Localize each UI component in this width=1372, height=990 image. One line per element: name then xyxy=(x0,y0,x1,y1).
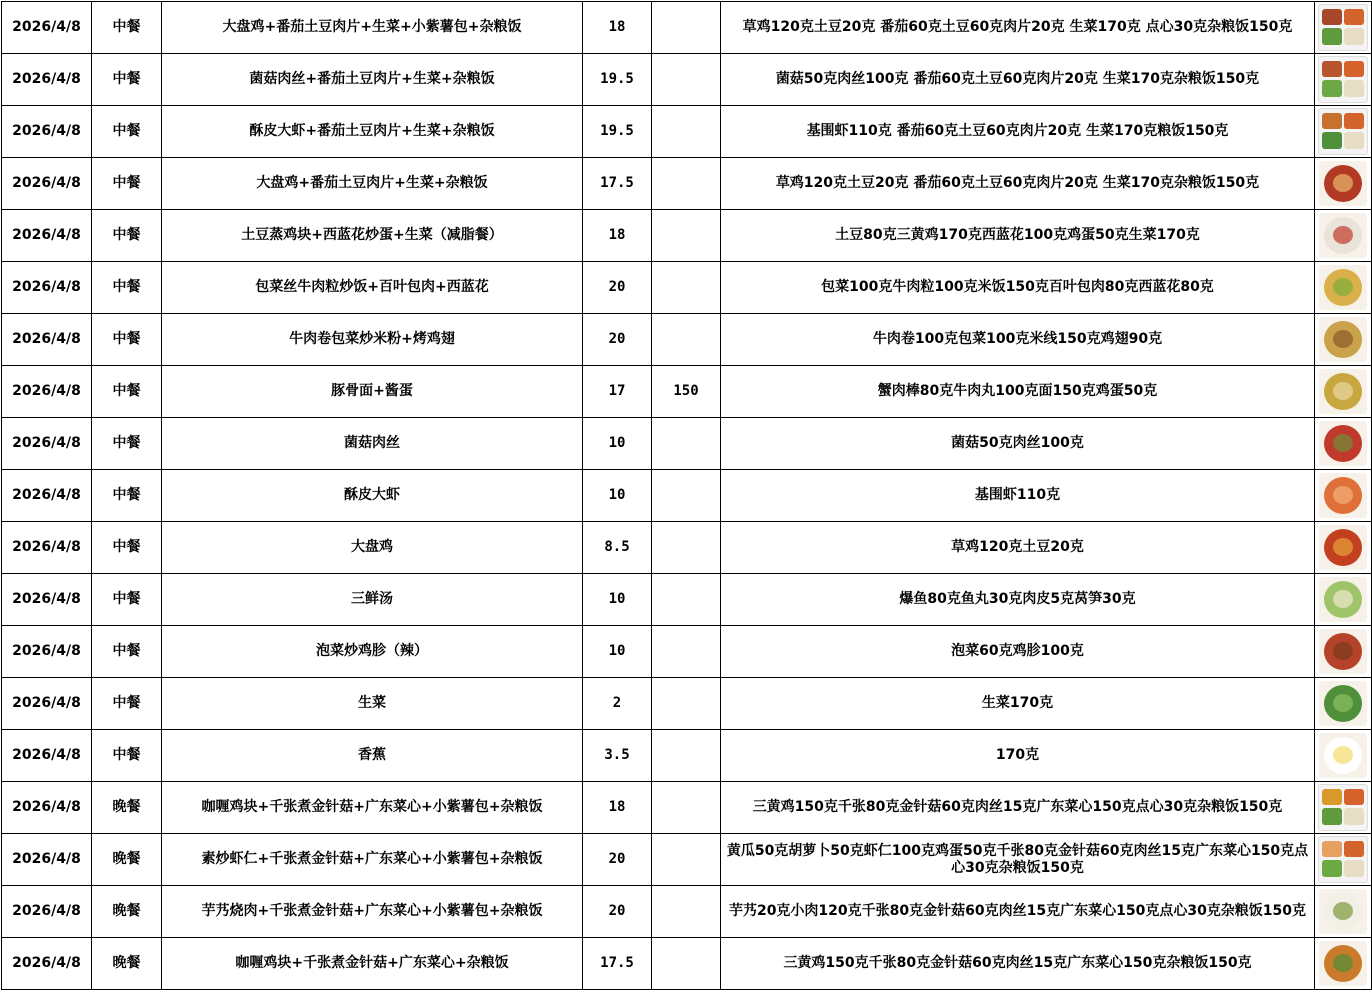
table-row xyxy=(2,314,1372,366)
meal-cell: 中餐 xyxy=(92,626,162,678)
price-cell: 20 xyxy=(583,314,652,366)
date-cell: 2026/4/8 xyxy=(2,574,92,626)
date-cell: 2026/4/8 xyxy=(2,54,92,106)
photo-cell xyxy=(1315,834,1372,886)
bento-photo xyxy=(1318,836,1368,883)
meal-cell: 中餐 xyxy=(92,262,162,314)
meal-cell: 中餐 xyxy=(92,470,162,522)
ingredients-cell: 蟹肉棒80克牛肉丸100克面150克鸡蛋50克 xyxy=(721,366,1315,418)
price-cell: 10 xyxy=(583,418,652,470)
bento-photo xyxy=(1318,4,1368,51)
price-cell: 18 xyxy=(583,782,652,834)
table-row xyxy=(2,106,1372,158)
plate-photo xyxy=(1319,161,1367,206)
table-row xyxy=(2,470,1372,522)
quantity-cell xyxy=(652,782,721,834)
price-cell: 10 xyxy=(583,470,652,522)
quantity-cell xyxy=(652,626,721,678)
dish-cell: 土豆蒸鸡块+西蓝花炒蛋+生菜（减脂餐） xyxy=(162,210,583,262)
quantity-cell xyxy=(652,834,721,886)
table-row xyxy=(2,366,1372,418)
meal-cell: 中餐 xyxy=(92,522,162,574)
plate-photo xyxy=(1319,629,1367,674)
table-row xyxy=(2,834,1372,886)
dish-cell: 三鲜汤 xyxy=(162,574,583,626)
plate-photo xyxy=(1319,577,1367,622)
photo-cell xyxy=(1315,210,1372,262)
photo-cell xyxy=(1315,54,1372,106)
ingredients-cell: 基围虾110克 番茄60克土豆60克肉片20克 生菜170克粮饭150克 xyxy=(721,106,1315,158)
date-cell: 2026/4/8 xyxy=(2,2,92,54)
table-row xyxy=(2,730,1372,782)
ingredients-cell: 泡菜60克鸡胗100克 xyxy=(721,626,1315,678)
table-row xyxy=(2,522,1372,574)
price-cell: 17.5 xyxy=(583,158,652,210)
plate-photo xyxy=(1319,265,1367,310)
meal-cell: 晚餐 xyxy=(92,782,162,834)
dish-cell: 酥皮大虾 xyxy=(162,470,583,522)
date-cell: 2026/4/8 xyxy=(2,470,92,522)
dish-cell: 酥皮大虾+番茄土豆肉片+生菜+杂粮饭 xyxy=(162,106,583,158)
quantity-cell xyxy=(652,886,721,938)
quantity-cell xyxy=(652,210,721,262)
quantity-cell xyxy=(652,522,721,574)
date-cell: 2026/4/8 xyxy=(2,418,92,470)
table-row xyxy=(2,626,1372,678)
meal-cell: 晚餐 xyxy=(92,938,162,990)
dish-cell: 大盘鸡+番茄土豆肉片+生菜+杂粮饭 xyxy=(162,158,583,210)
dish-cell: 大盘鸡+番茄土豆肉片+生菜+小紫薯包+杂粮饭 xyxy=(162,2,583,54)
price-cell: 20 xyxy=(583,262,652,314)
date-cell: 2026/4/8 xyxy=(2,626,92,678)
ingredients-cell: 草鸡120克土豆20克 番茄60克土豆60克肉片20克 生菜170克 点心30克杂粮饭150克 xyxy=(721,2,1315,54)
quantity-cell xyxy=(652,730,721,782)
plate-photo xyxy=(1319,317,1367,362)
meal-cell: 中餐 xyxy=(92,730,162,782)
ingredients-cell: 爆鱼80克鱼丸30克肉皮5克莴笋30克 xyxy=(721,574,1315,626)
date-cell: 2026/4/8 xyxy=(2,106,92,158)
dish-cell: 包菜丝牛肉粒炒饭+百叶包肉+西蓝花 xyxy=(162,262,583,314)
dish-cell: 咖喱鸡块+千张煮金针菇+广东菜心+杂粮饭 xyxy=(162,938,583,990)
date-cell: 2026/4/8 xyxy=(2,730,92,782)
dish-cell: 大盘鸡 xyxy=(162,522,583,574)
meal-cell: 中餐 xyxy=(92,678,162,730)
dish-cell: 咖喱鸡块+千张煮金针菇+广东菜心+小紫薯包+杂粮饭 xyxy=(162,782,583,834)
ingredients-cell: 包菜100克牛肉粒100克米饭150克百叶包肉80克西蓝花80克 xyxy=(721,262,1315,314)
photo-cell xyxy=(1315,2,1372,54)
quantity-cell xyxy=(652,470,721,522)
photo-cell xyxy=(1315,522,1372,574)
photo-cell xyxy=(1315,262,1372,314)
table-row xyxy=(2,782,1372,834)
date-cell: 2026/4/8 xyxy=(2,366,92,418)
ingredients-cell: 黄瓜50克胡萝卜50克虾仁100克鸡蛋50克千张80克金针菇60克肉丝15克广东菜心150克点心30克杂粮饭150克 xyxy=(721,834,1315,886)
date-cell: 2026/4/8 xyxy=(2,158,92,210)
date-cell: 2026/4/8 xyxy=(2,782,92,834)
photo-cell xyxy=(1315,938,1372,990)
photo-cell xyxy=(1315,886,1372,938)
meal-cell: 中餐 xyxy=(92,210,162,262)
table-row xyxy=(2,2,1372,54)
date-cell: 2026/4/8 xyxy=(2,210,92,262)
dish-cell: 泡菜炒鸡胗（辣） xyxy=(162,626,583,678)
dish-cell: 牛肉卷包菜炒米粉+烤鸡翅 xyxy=(162,314,583,366)
plate-photo xyxy=(1319,941,1367,986)
ingredients-cell: 菌菇50克肉丝100克 番茄60克土豆60克肉片20克 生菜170克杂粮饭150克 xyxy=(721,54,1315,106)
plate-photo xyxy=(1319,889,1367,934)
ingredients-cell: 菌菇50克肉丝100克 xyxy=(721,418,1315,470)
menu-table xyxy=(1,1,1372,990)
dish-cell: 豚骨面+酱蛋 xyxy=(162,366,583,418)
ingredients-cell: 牛肉卷100克包菜100克米线150克鸡翅90克 xyxy=(721,314,1315,366)
date-cell: 2026/4/8 xyxy=(2,886,92,938)
table-row xyxy=(2,678,1372,730)
date-cell: 2026/4/8 xyxy=(2,262,92,314)
table-row xyxy=(2,54,1372,106)
photo-cell xyxy=(1315,678,1372,730)
quantity-cell xyxy=(652,314,721,366)
dish-cell: 香蕉 xyxy=(162,730,583,782)
table-row xyxy=(2,210,1372,262)
photo-cell xyxy=(1315,782,1372,834)
quantity-cell xyxy=(652,678,721,730)
date-cell: 2026/4/8 xyxy=(2,522,92,574)
meal-cell: 中餐 xyxy=(92,314,162,366)
bento-photo xyxy=(1318,108,1368,155)
price-cell: 17 xyxy=(583,366,652,418)
table-row xyxy=(2,418,1372,470)
plate-photo xyxy=(1319,733,1367,778)
quantity-cell xyxy=(652,54,721,106)
price-cell: 10 xyxy=(583,574,652,626)
table-row xyxy=(2,886,1372,938)
menu-table-body xyxy=(2,2,1372,990)
date-cell: 2026/4/8 xyxy=(2,678,92,730)
ingredients-cell: 草鸡120克土豆20克 xyxy=(721,522,1315,574)
ingredients-cell: 基围虾110克 xyxy=(721,470,1315,522)
photo-cell xyxy=(1315,574,1372,626)
ingredients-cell: 三黄鸡150克千张80克金针菇60克肉丝15克广东菜心150克杂粮饭150克 xyxy=(721,938,1315,990)
bento-photo xyxy=(1318,784,1368,831)
plate-photo xyxy=(1319,213,1367,258)
plate-photo xyxy=(1319,421,1367,466)
ingredients-cell: 170克 xyxy=(721,730,1315,782)
quantity-cell xyxy=(652,106,721,158)
ingredients-cell: 生菜170克 xyxy=(721,678,1315,730)
price-cell: 3.5 xyxy=(583,730,652,782)
photo-cell xyxy=(1315,626,1372,678)
dish-cell: 素炒虾仁+千张煮金针菇+广东菜心+小紫薯包+杂粮饭 xyxy=(162,834,583,886)
bento-photo xyxy=(1318,56,1368,103)
date-cell: 2026/4/8 xyxy=(2,938,92,990)
plate-photo xyxy=(1319,525,1367,570)
price-cell: 17.5 xyxy=(583,938,652,990)
ingredients-cell: 土豆80克三黄鸡170克西蓝花100克鸡蛋50克生菜170克 xyxy=(721,210,1315,262)
price-cell: 19.5 xyxy=(583,106,652,158)
quantity-cell xyxy=(652,2,721,54)
meal-cell: 中餐 xyxy=(92,106,162,158)
ingredients-cell: 三黄鸡150克千张80克金针菇60克肉丝15克广东菜心150克点心30克杂粮饭150克 xyxy=(721,782,1315,834)
dish-cell: 生菜 xyxy=(162,678,583,730)
meal-cell: 中餐 xyxy=(92,54,162,106)
table-row xyxy=(2,262,1372,314)
plate-photo xyxy=(1319,681,1367,726)
price-cell: 20 xyxy=(583,886,652,938)
photo-cell xyxy=(1315,470,1372,522)
date-cell: 2026/4/8 xyxy=(2,314,92,366)
meal-cell: 中餐 xyxy=(92,158,162,210)
price-cell: 10 xyxy=(583,626,652,678)
quantity-cell xyxy=(652,158,721,210)
price-cell: 2 xyxy=(583,678,652,730)
quantity-cell xyxy=(652,418,721,470)
ingredients-cell: 芋艿20克小肉120克千张80克金针菇60克肉丝15克广东菜心150克点心30克杂粮饭150克 xyxy=(721,886,1315,938)
photo-cell xyxy=(1315,106,1372,158)
price-cell: 8.5 xyxy=(583,522,652,574)
meal-cell: 中餐 xyxy=(92,574,162,626)
meal-cell: 中餐 xyxy=(92,418,162,470)
plate-photo xyxy=(1319,369,1367,414)
meal-cell: 中餐 xyxy=(92,366,162,418)
date-cell: 2026/4/8 xyxy=(2,834,92,886)
price-cell: 19.5 xyxy=(583,54,652,106)
meal-cell: 中餐 xyxy=(92,2,162,54)
meal-cell: 晚餐 xyxy=(92,886,162,938)
table-row xyxy=(2,574,1372,626)
photo-cell xyxy=(1315,730,1372,782)
table-row xyxy=(2,158,1372,210)
quantity-cell xyxy=(652,262,721,314)
price-cell: 18 xyxy=(583,2,652,54)
ingredients-cell: 草鸡120克土豆20克 番茄60克土豆60克肉片20克 生菜170克杂粮饭150克 xyxy=(721,158,1315,210)
photo-cell xyxy=(1315,366,1372,418)
photo-cell xyxy=(1315,418,1372,470)
plate-photo xyxy=(1319,473,1367,518)
dish-cell: 菌菇肉丝 xyxy=(162,418,583,470)
dish-cell: 菌菇肉丝+番茄土豆肉片+生菜+杂粮饭 xyxy=(162,54,583,106)
quantity-cell: 150 xyxy=(652,366,721,418)
photo-cell xyxy=(1315,314,1372,366)
price-cell: 18 xyxy=(583,210,652,262)
quantity-cell xyxy=(652,938,721,990)
quantity-cell xyxy=(652,574,721,626)
table-row xyxy=(2,938,1372,990)
price-cell: 20 xyxy=(583,834,652,886)
photo-cell xyxy=(1315,158,1372,210)
meal-cell: 晚餐 xyxy=(92,834,162,886)
dish-cell: 芋艿烧肉+千张煮金针菇+广东菜心+小紫薯包+杂粮饭 xyxy=(162,886,583,938)
